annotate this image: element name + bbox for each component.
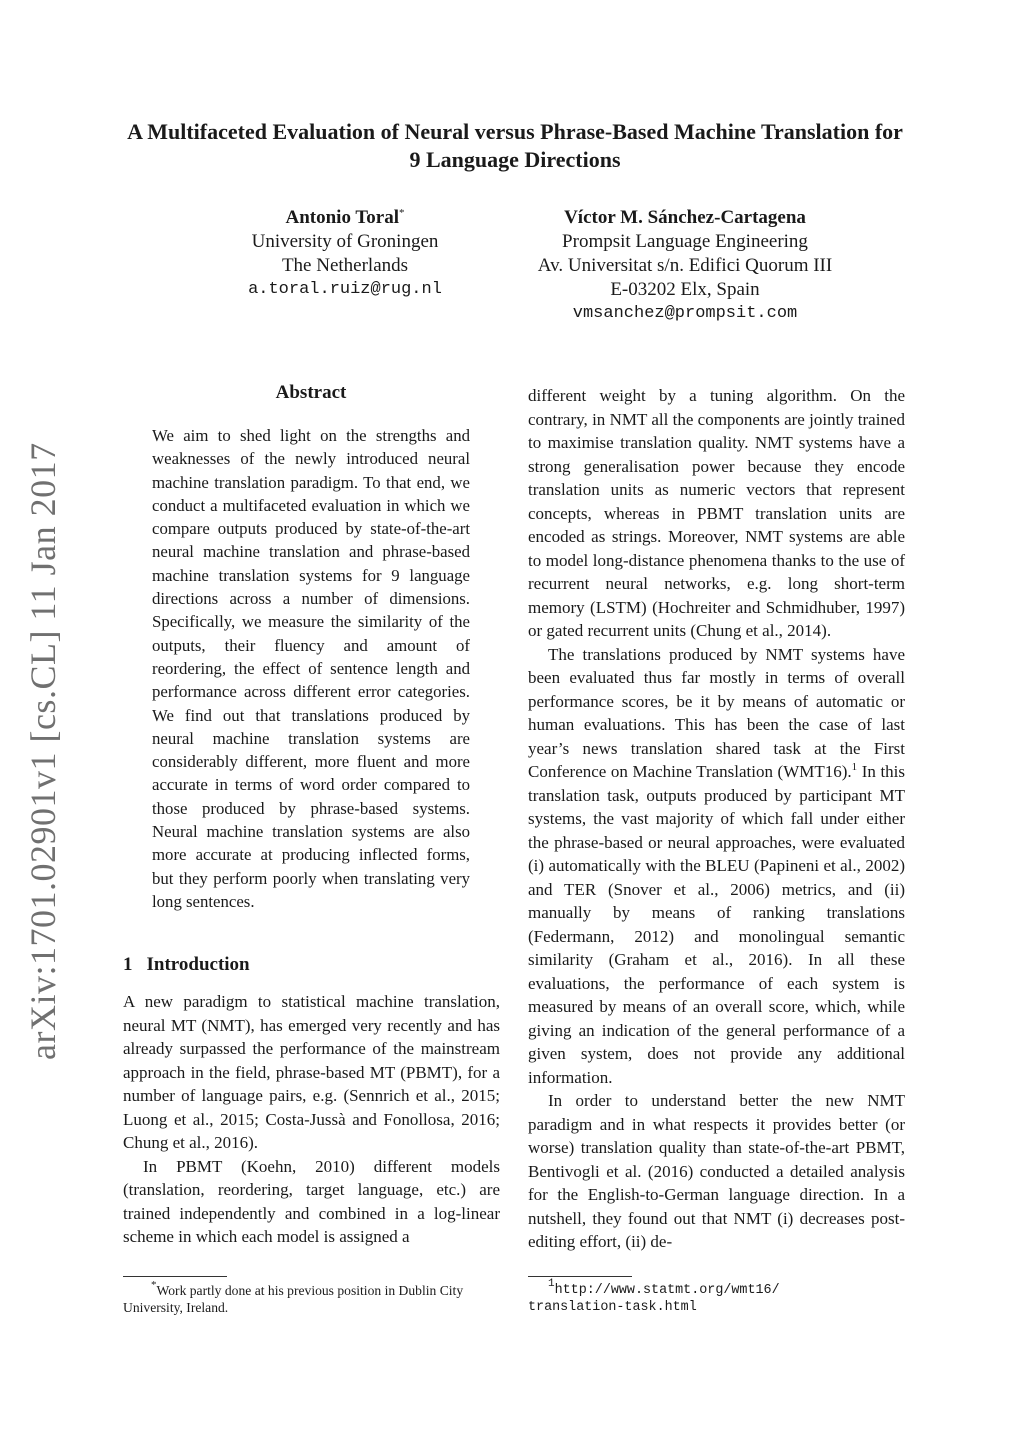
author-affiliation: The Netherlands <box>281 255 409 276</box>
section-title: Introduction <box>146 954 250 975</box>
author-affiliation: University of Groningen <box>251 231 439 252</box>
paragraph-text: The translations produced by NMT systems have been evaluated thus far mostly in terms of overall performance scores, be it by means of automatic or human evaluations. This has been the case of last year’s news translation shared task at the First Conference on Machine Translation (WMT16). <box>528 644 905 781</box>
author-name: Antonio Toral <box>285 207 399 228</box>
author-email[interactable]: a.toral.ruiz@rug.nl <box>248 280 442 299</box>
section-number: 1 <box>123 954 133 975</box>
paragraph: In PBMT (Koehn, 2010) different models (translation, reordering, target language, etc.) are trained independently and combined in a log-linear scheme in which each model is assigned a <box>123 1156 500 1246</box>
author-footnote-mark: * <box>399 207 405 219</box>
footnote-url[interactable]: http://www.statmt.org/wmt16/ <box>554 1283 780 1298</box>
footnote-left <box>123 1279 500 1316</box>
section-heading <box>123 954 250 976</box>
right-column-body <box>528 384 905 1254</box>
paragraph-text: In this translation task, outputs produced by participant MT systems, the vast majority of which fall under either the phrase-based or neural approaches, were evaluated (i) automatically with the BLEU (Papineni et al., 2002) and TER (Snover et al., 2006) metrics, and (ii) manually by means of ranking translations (Federmann, 2012) and monolingual semantic similarity (Graham et al., 2016). In all these evaluations, the performance of each system is measured by means of an overall score, which, while giving an indication of the general performance of a given system, does not provide any additional information. <box>528 762 906 1087</box>
paragraph: A new paradigm to statistical machine translation, neural MT (NMT), has emerged very recently and has already surpassed the performance of the mainstream approach in the field, phrase-based MT (PBMT), for a number of language pairs, e.g. (Sennrich et al., 2015; Luong et al., 2015; Costa-Jussà and Fonollosa, 2016; Chung et al., 2016). <box>123 992 500 1152</box>
paragraph: different weight by a tuning algorithm. On the contrary, in NMT all the components are jointly trained to maximise translation quality. NMT systems have a strong generalisation power because they encode translation units as numeric vectors that represent concepts, whereas in PBMT translation units are encoded as strings. Moreover, NMT systems are able to model long-distance phenomena thanks to the use of recurrent neural networks, e.g. long short-term memory (LSTM) (Hochreiter and Schmidhuber, 1997) or gated recurrent units (Chung et al., 2014). <box>528 386 905 640</box>
abstract-text: We aim to shed light on the strengths and weaknesses of the newly introduced neural machine translation paradigm. To that end, we conduct a multifaceted evaluation in which we compare outputs produced by state-of-the-art neural machine translation and phrase-based machine translation systems for 9 language directions across a number of dimensions. Specifically, we measure the similarity of the outputs, their fluency and amount of reordering, the effect of sentence length and performance across different error categories. We find out that translations produced by neural machine translation systems are considerably different, more fluent and more accurate in terms of word order compared to those produced by phrase-based systems. Neural machine translation systems are also more accurate at producing inflected forms, but they perform poorly when translating very long sentences. <box>152 426 470 911</box>
left-column-body <box>123 990 500 1249</box>
author-affiliation: Av. Universitat s/n. Edifici Quorum III <box>537 255 833 276</box>
footnote-url-continuation[interactable]: translation-task.html <box>528 1300 697 1315</box>
author-name: Víctor M. Sánchez-Cartagena <box>564 207 806 228</box>
abstract-heading: Abstract <box>275 382 347 403</box>
footnote-mark: 1 <box>548 1278 555 1290</box>
paragraph <box>528 643 905 1090</box>
author-block-sanchez <box>505 206 865 326</box>
author-affiliation: E-03202 Elx, Spain <box>610 279 760 300</box>
footnote-mark[interactable]: 1 <box>851 761 858 773</box>
author-affiliation: Prompsit Language Engineering <box>562 231 808 252</box>
paragraph: In order to understand better the new NMT paradigm and in what respects it provides better (or worse) translation quality than state-of-the-art PBMT, Bentivogli et al. (2016) conducted a detailed analysis for the English-to-German language direction. In a nutshell, they found out that NMT (i) decreases post-editing effort, (ii) de- <box>528 1091 905 1251</box>
footnote-right <box>528 1278 905 1316</box>
footnote-text: Work partly done at his previous position in Dublin City University, Ireland. <box>123 1283 464 1315</box>
paper-title: A Multifaceted Evaluation of Neural versus Phrase-Based Machine Translation for 9 Language Directions <box>127 119 903 172</box>
footnote-rule <box>528 1276 632 1277</box>
footnote-mark: * <box>151 1279 157 1291</box>
author-email[interactable]: vmsanchez@prompsit.com <box>572 304 798 323</box>
author-block-toral <box>210 206 480 302</box>
arxiv-stamp: arXiv:1701.02901v1 [cs.CL] 11 Jan 2017 <box>23 442 63 1060</box>
footnote-rule <box>123 1276 227 1277</box>
